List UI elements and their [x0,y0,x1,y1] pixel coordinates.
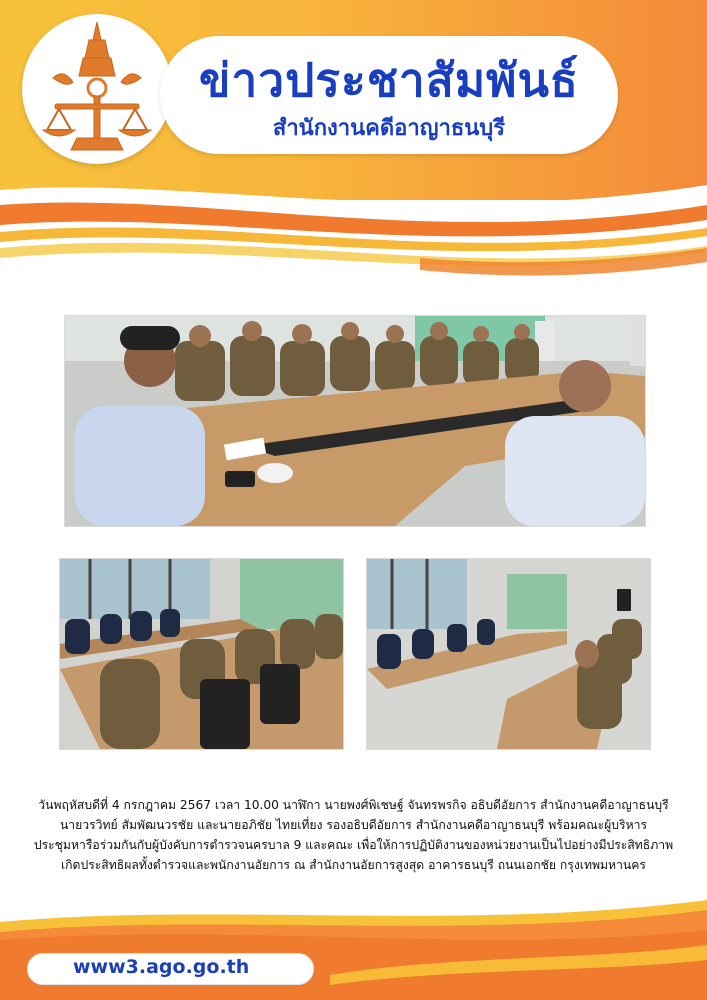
page-subtitle: สำนักงานคดีอาญาธนบุรี [272,116,506,141]
caption-line-4: เกิดประสิทธิผลทั้งตำรวจและพนักงานอัยการ ณ สำนักงานอัยการสูงสุด อาคารธนบุรี ถนนเอกชัย กรุงเทพมหานคร [61,858,646,872]
footer-wave-decoration [0,900,707,1000]
caption-line-3: ประชุมหารือร่วมกันกับผู้บังคับการตำรวจนครบาล 9 และคณะ เพื่อให้การปฏิบัติงานของหน่วยงานเป็นไปอย่างมีประสิทธิภาพ [33,838,674,852]
scales-of-justice-emblem-icon [33,18,161,158]
main-meeting-photo [64,315,646,527]
page-title: ข่าวประชาสัมพันธ์ [198,53,579,107]
website-url[interactable]: www3.ago.go.th [73,956,250,978]
title-banner [160,36,618,154]
news-caption [20,795,687,875]
website-link-pill[interactable] [27,953,314,985]
caption-line-1: วันพฤหัสบดีที่ 4 กรกฎาคม 2567 เวลา 10.00 นาฬิกา นายพงศ์พิเชษฐ์ จันทรพรกิจ อธิบดีอัยการ สำนักงานคดีอาญาธนบุรี [38,798,669,812]
caption-line-2: นายวรวิทย์ สัมพัฒนวรชัย และนายอภิชัย ไทยเที่ยง รองอธิบดีอัยการ สำนักงานคดีอาญาธนบุรี พร้อมคณะผู้บริหาร [59,818,648,832]
right-meeting-photo [366,558,651,750]
left-meeting-photo [59,558,344,750]
